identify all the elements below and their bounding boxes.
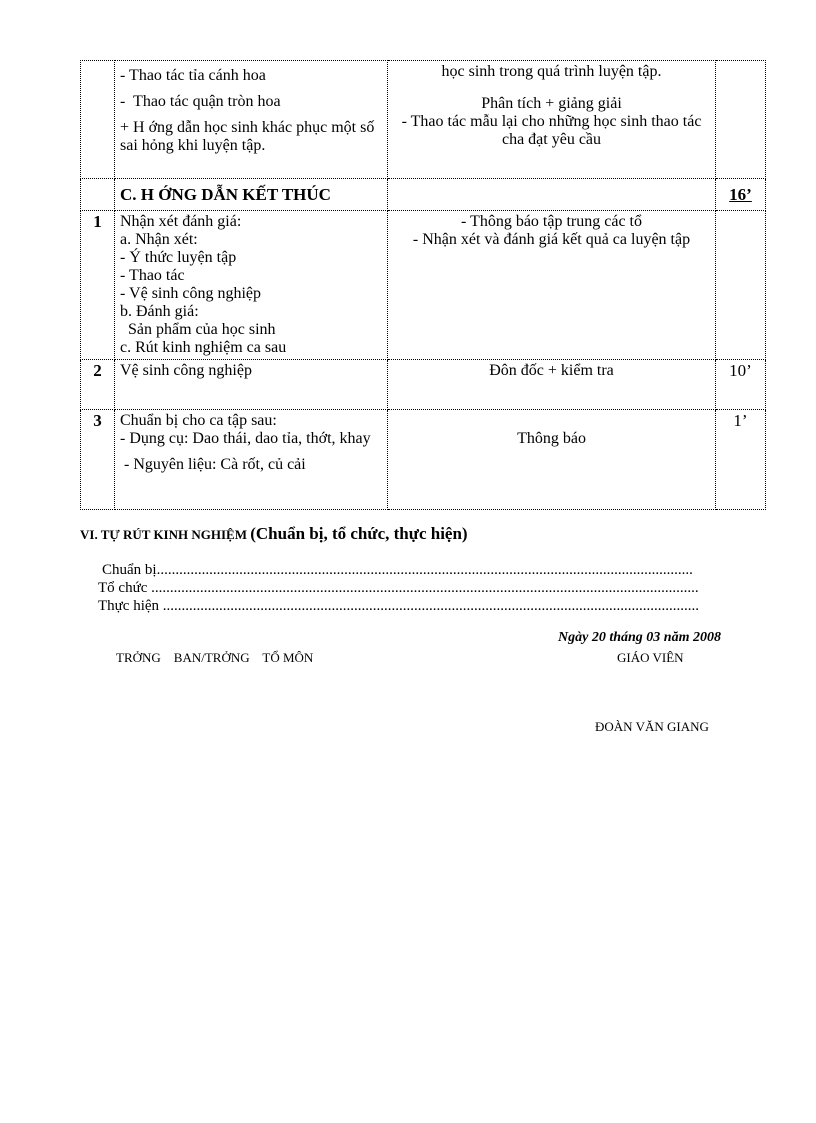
table-row (81, 410, 766, 510)
row-number: 3 (81, 410, 115, 510)
method-line: - Thông báo tập trung các tổ (461, 213, 642, 230)
cell-method (388, 179, 716, 211)
method-line: học sinh trong quá trình luyện tập. (441, 63, 662, 80)
content-line: - Thao tác (120, 267, 185, 284)
section-c-title: C. H ỚNG DẪN KẾT THÚC (115, 179, 388, 211)
prepare-line: Chuẩn bị............................................................................................................................................... (102, 562, 693, 578)
content-line: Vệ sinh công nghiệp (120, 362, 252, 379)
content-line: - Nguyên liệu: Cà rốt, củ cải (120, 456, 306, 473)
cell-method (388, 61, 716, 179)
method-line: - Thao tác mẫu lại cho những học sinh thao tác cha đạt yêu cầu (401, 113, 702, 148)
section-c-time: 16’ (716, 179, 766, 211)
content-line: - Vệ sinh công nghiệp (120, 285, 262, 302)
cell-content (115, 61, 388, 179)
cell-content (115, 410, 388, 510)
lesson-plan-table (80, 60, 766, 510)
cell-content (115, 211, 388, 360)
content-line: - Thao tác tỉa cánh hoa (120, 67, 266, 84)
cell-time: 10’ (716, 360, 766, 410)
teacher-label: GIÁO VIÊN (617, 650, 684, 665)
table-row-section-c (81, 179, 766, 211)
table-row (81, 360, 766, 410)
table-row-top (81, 61, 766, 179)
section-vi-title-sub: (Chuẩn bị, tổ chức, thực hiện) (250, 524, 468, 543)
method-line: - Nhận xét và đánh giá kết quả ca luyện tập (412, 231, 691, 248)
content-line: Sản phẩm của học sinh (120, 321, 276, 338)
signature-date: Ngày 20 tháng 03 năm 2008 (558, 630, 721, 645)
cell-num (81, 61, 115, 179)
row-number: 2 (81, 360, 115, 410)
section-vi-title-main: VI. TỰ RÚT KINH NGHIỆM (80, 527, 247, 542)
cell-time (716, 61, 766, 179)
method-line: Phân tích + giảng giải (481, 95, 622, 112)
method-line: Thông báo (517, 430, 586, 447)
cell-content (115, 360, 388, 410)
cell-method (388, 211, 716, 360)
cell-time: 1’ (716, 410, 766, 510)
content-line: c. Rút kinh nghiệm ca sau (120, 339, 287, 356)
content-line: - Ý thức luyện tập (120, 249, 237, 266)
organize-line: Tổ chức .................................................................................................................................................. (98, 580, 699, 596)
content-line: + H ớng dẫn học sinh khác phục một số sai hỏng khi luyện tập. (120, 119, 375, 154)
cell-num (81, 179, 115, 211)
cell-method (388, 410, 716, 510)
content-line: Nhận xét đánh giá: (120, 213, 242, 230)
cell-time (716, 211, 766, 360)
content-line: - Dụng cụ: Dao thái, dao tỉa, thớt, khay (120, 430, 371, 447)
method-line: Đôn đốc + kiểm tra (489, 362, 614, 379)
cell-method (388, 360, 716, 410)
row-number: 1 (81, 211, 115, 360)
content-line: Chuẩn bị cho ca tập sau: (120, 412, 277, 429)
section-vi-title (80, 524, 468, 544)
department-head-label: TRỞNG BAN/TRỞNG TỔ MÔN (116, 650, 314, 665)
teacher-name: ĐOÀN VĂN GIANG (595, 719, 709, 734)
table-row (81, 211, 766, 360)
content-line: - Thao tác quận tròn hoa (120, 93, 281, 110)
content-line: b. Đánh giá: (120, 303, 199, 320)
content-line: a. Nhận xét: (120, 231, 198, 248)
execute-line: Thực hiện ............................................................................................................................................... (98, 598, 700, 614)
